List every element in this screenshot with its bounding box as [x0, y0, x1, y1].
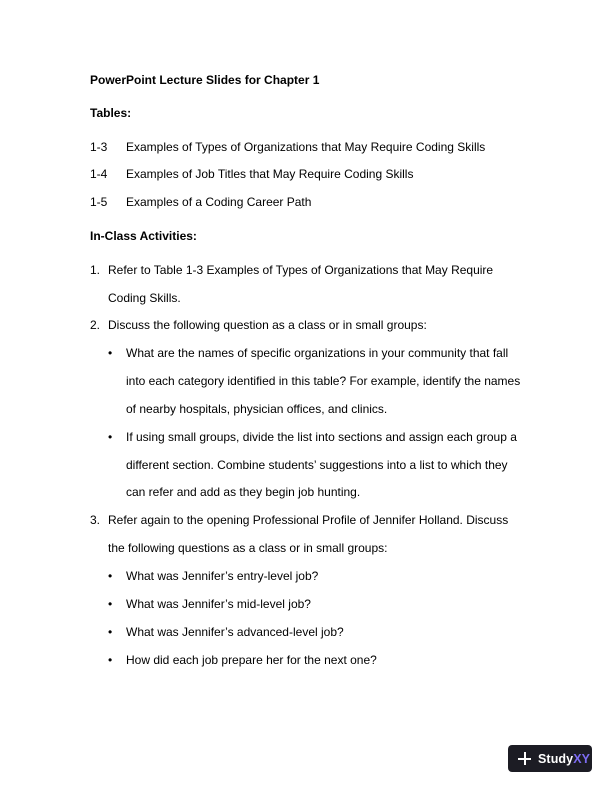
- bullet-text: of nearby hospitals, physician offices, and clinics.: [126, 402, 388, 416]
- bullet-text: How did each job prepare her for the next one?: [126, 653, 377, 667]
- tables-heading: Tables:: [90, 106, 132, 120]
- item-text: Discuss the following question as a class or in small groups:: [108, 318, 427, 332]
- item-number: 3.: [90, 513, 101, 527]
- bullet-text: different section. Combine students’ suggestions into a list to which they: [126, 458, 508, 472]
- bullet-text: What was Jennifer’s advanced-level job?: [126, 625, 344, 639]
- bullet-dot-icon: •: [108, 597, 113, 611]
- brand-logo: [538, 752, 590, 766]
- item-number: 2.: [90, 318, 101, 332]
- activities-heading: In-Class Activities:: [90, 229, 197, 243]
- bullet-text: What are the names of specific organizations in your community that fall: [126, 346, 509, 360]
- bullet-text: If using small groups, divide the list into sections and assign each group a: [126, 430, 517, 444]
- item-text: the following questions as a class or in small groups:: [108, 541, 388, 555]
- table-number: 1-4: [90, 167, 108, 181]
- bullet-text: into each category identified in this table? For example, identify the names: [126, 374, 521, 388]
- bullet-dot-icon: •: [108, 625, 113, 639]
- plus-icon: [518, 752, 531, 765]
- item-text: Refer again to the opening Professional Profile of Jennifer Holland. Discuss: [108, 513, 509, 527]
- bullet-dot-icon: •: [108, 346, 113, 360]
- bullet-dot-icon: •: [108, 569, 113, 583]
- item-text: Refer to Table 1-3 Examples of Types of Organizations that May Require: [108, 263, 494, 277]
- table-title: Examples of a Coding Career Path: [126, 195, 312, 209]
- table-title: Examples of Types of Organizations that May Require Coding Skills: [126, 140, 486, 154]
- bullet-dot-icon: •: [108, 653, 113, 667]
- bullet-text: What was Jennifer’s entry-level job?: [126, 569, 319, 583]
- brand-accent: XY: [573, 751, 591, 766]
- bullet-text: can refer and add as they begin job hunting.: [126, 485, 361, 499]
- item-number: 1.: [90, 263, 101, 277]
- item-text: Coding Skills.: [108, 291, 181, 305]
- table-number: 1-5: [90, 195, 108, 209]
- bullet-text: What was Jennifer’s mid-level job?: [126, 597, 311, 611]
- brand-main: Study: [538, 751, 574, 766]
- table-title: Examples of Job Titles that May Require Coding Skills: [126, 167, 414, 181]
- bullet-dot-icon: •: [108, 430, 113, 444]
- studyxy-badge[interactable]: [508, 745, 592, 772]
- document-title: PowerPoint Lecture Slides for Chapter 1: [90, 73, 320, 87]
- table-number: 1-3: [90, 140, 108, 154]
